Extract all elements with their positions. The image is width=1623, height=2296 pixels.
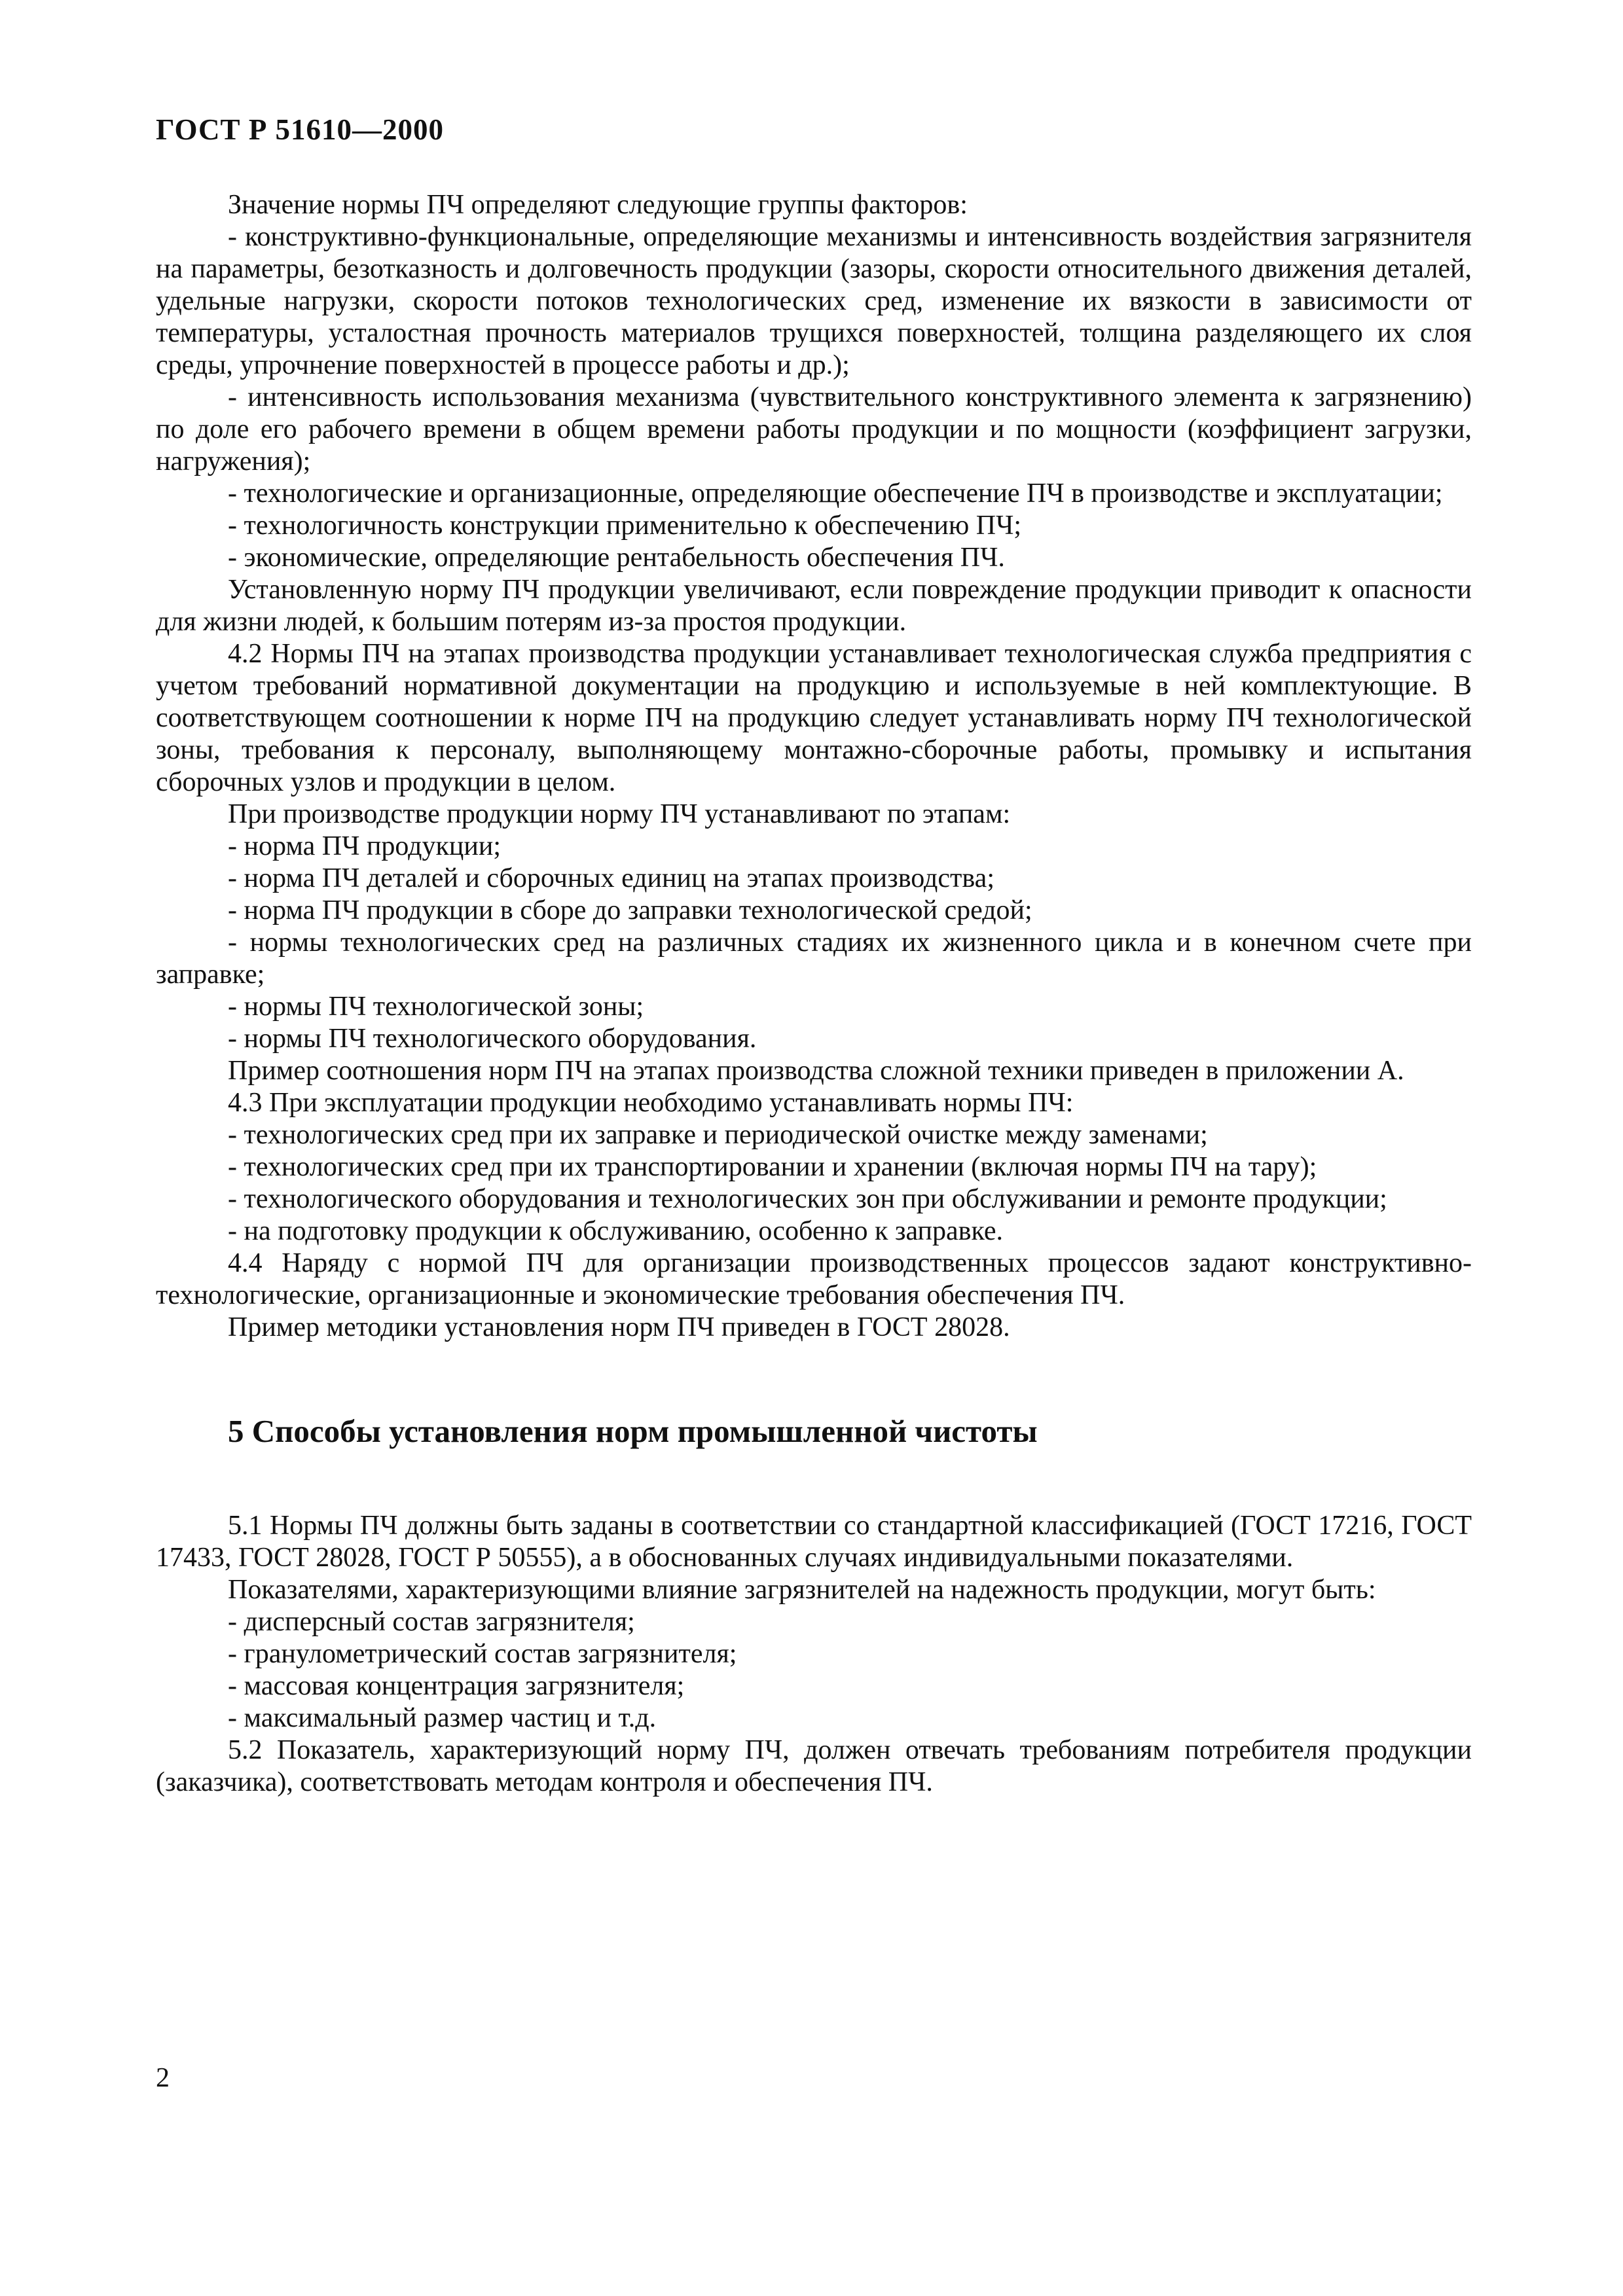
list-item-factor-economic: - экономические, определяющие рентабельность обеспечения ПЧ. xyxy=(228,543,1005,573)
paragraph-5-2: 5.2 Показатель, характеризующий норму ПЧ, должен отвечать требованиям потребителя продукции (заказчика), соответствовать методам контроля и обеспечения ПЧ. xyxy=(156,1735,1472,1797)
page-number: 2 xyxy=(156,2063,170,2093)
list-item-factor-constructive: - конструктивно-функциональные, определяющие механизмы и интенсивность воздействия загрязнителя на параметры, безотказность и долговечность продукции (зазоры, скорости относительного движения деталей, удельные нагрузки, скорости потоков технологических сред, изменение их вязкости в зависимости от температуры, усталостная прочность материалов трущихся поверхностей, толщина разделяющего их слоя среды, упрочнение поверхностей в процессе работы и др.); xyxy=(156,222,1472,380)
list-item-stage-parts: - норма ПЧ деталей и сборочных единиц на этапах производства; xyxy=(228,863,994,893)
list-item-operation-preparation: - на подготовку продукции к обслуживанию, особенно к заправке. xyxy=(228,1216,1003,1246)
list-item-factor-manufacturability: - технологичность конструкции применительно к обеспечению ПЧ; xyxy=(228,511,1022,541)
section-5-heading: 5 Способы установления норм промышленной чистоты xyxy=(228,1413,1038,1449)
list-item-stage-media: - нормы технологических сред на различных стадиях их жизненного цикла и в конечном счете при заправке; xyxy=(156,927,1472,990)
list-item-stage-product: - норма ПЧ продукции; xyxy=(228,831,501,861)
paragraph-example-appendix: Пример соотношения норм ПЧ на этапах производства сложной техники приведен в приложении А. xyxy=(228,1056,1404,1086)
list-item-factor-technological: - технологические и организационные, определяющие обеспечение ПЧ в производстве и эксплуатации; xyxy=(228,478,1443,509)
list-item-indicator-dispersion: - дисперсный состав загрязнителя; xyxy=(228,1607,635,1637)
paragraph-4-2: 4.2 Нормы ПЧ на этапах производства продукции устанавливает технологическая служба предприятия с учетом требований нормативной документации на продукцию и используемые в ней комплектующие. В соответствующем соотношении к норме ПЧ на продукцию следует устанавливать норму ПЧ технологической зоны, требования к персоналу, выполняющему монтажно-сборочные работы, промывку и испытания сборочных узлов и продукции в целом. xyxy=(156,639,1472,797)
list-item-stage-zone: - нормы ПЧ технологической зоны; xyxy=(228,992,644,1022)
list-item-factor-usage-intensity: - интенсивность использования механизма (чувствительного конструктивного элемента к загрязнению) по доле его рабочего времени в общем времени работы продукции и по мощности (коэффициент загрузки, нагружения); xyxy=(156,382,1472,476)
list-item-stage-assembly: - норма ПЧ продукции в сборе до заправки технологической средой; xyxy=(228,895,1032,925)
list-item-stage-equipment: - нормы ПЧ технологического оборудования. xyxy=(228,1024,757,1054)
paragraph-factors-intro: Значение нормы ПЧ определяют следующие группы факторов: xyxy=(228,190,968,220)
paragraph-method-reference: Пример методики установления норм ПЧ приведен в ГОСТ 28028. xyxy=(228,1312,1010,1342)
list-item-operation-equipment: - технологического оборудования и технологических зон при обслуживании и ремонте продукции; xyxy=(228,1184,1387,1214)
paragraph-increased-norm: Установленную норму ПЧ продукции увеличивают, если повреждение продукции приводит к опасности для жизни людей, к большим потерям из-за простоя продукции. xyxy=(156,575,1472,637)
paragraph-4-3: 4.3 При эксплуатации продукции необходимо устанавливать нормы ПЧ: xyxy=(228,1088,1074,1118)
document-header-code: ГОСТ Р 51610—2000 xyxy=(156,113,445,146)
list-item-indicator-max-size: - максимальный размер частиц и т.д. xyxy=(228,1703,657,1733)
paragraph-4-4: 4.4 Наряду с нормой ПЧ для организации производственных процессов задают конструктивно-технологические, организационные и экономические требования обеспечения ПЧ. xyxy=(156,1248,1472,1310)
paragraph-indicators-intro: Показателями, характеризующими влияние загрязнителей на надежность продукции, могут быть: xyxy=(228,1575,1376,1605)
list-item-operation-transport: - технологических сред при их транспортировании и хранении (включая нормы ПЧ на тару); xyxy=(228,1152,1317,1182)
list-item-operation-refill: - технологических сред при их заправке и периодической очистке между заменами; xyxy=(228,1120,1208,1150)
paragraph-5-1: 5.1 Нормы ПЧ должны быть заданы в соответствии со стандартной классификацией (ГОСТ 17216, ГОСТ 17433, ГОСТ 28028, ГОСТ Р 50555), а в обоснованных случаях индивидуальными показателями. xyxy=(156,1511,1472,1573)
document-body xyxy=(156,189,1472,1799)
list-item-indicator-granulometric: - гранулометрический состав загрязнителя; xyxy=(228,1639,737,1669)
paragraph-production-stages-intro: При производстве продукции норму ПЧ устанавливают по этапам: xyxy=(228,799,1011,829)
list-item-indicator-mass-concentration: - массовая концентрация загрязнителя; xyxy=(228,1671,685,1701)
